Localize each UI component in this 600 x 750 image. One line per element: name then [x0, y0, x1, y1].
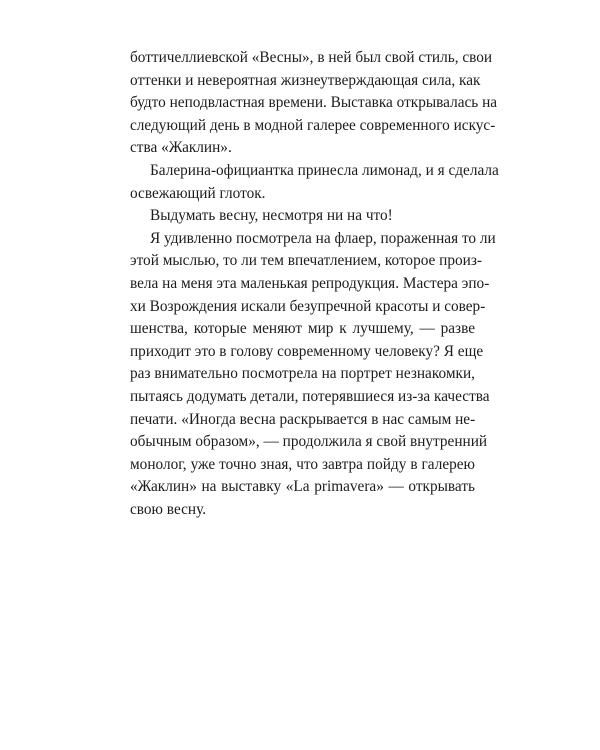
text-line: пытаясь додумать детали, потерявшиеся из-за качества	[130, 387, 490, 405]
text-line: обычным образом», — продолжила я свой внутренний	[130, 433, 488, 451]
text-line: будто неподвластная времени. Выставка открывалась на	[130, 94, 498, 112]
text-line: «Жаклин» на выставку «La primavera» — открывать	[130, 478, 475, 496]
text-line: вела на меня эта маленькая репродукция. Мастера эпо-	[130, 274, 490, 292]
text-line: Выдумать весну, несмотря ни на что!	[150, 207, 393, 225]
text-line: боттичеллиевской «Весны», в ней был свой стиль, свои	[130, 49, 493, 66]
text-line: раз внимательно посмотрела на портрет незнакомки,	[130, 365, 475, 383]
text-line: оттенки и невероятная жизнеутверждающая сила, как	[130, 71, 481, 89]
text-line: хи Возрождения искали безупречной красоты и совер-	[130, 297, 486, 315]
paragraph-3	[130, 205, 475, 228]
text-line: монолог, уже точно зная, что завтра пойду в галерею	[130, 455, 475, 473]
paragraph-2	[130, 160, 499, 205]
text-line: Я удивленно посмотрела на флаер, пораженная то ли	[150, 229, 496, 247]
text-line: приходит это в голову современному человеку? Я еще	[130, 342, 484, 360]
paragraph-1	[130, 47, 498, 160]
text-line: шенства, которые меняют мир к лучшему, — разве	[130, 320, 475, 338]
text-line: Балерина-официантка принесла лимонад, и я сделала	[150, 161, 499, 179]
paragraph-4	[130, 228, 496, 522]
text-line: следующий день в модной галерее современного искус-	[130, 116, 496, 134]
text-line: этой мыслью, то ли тем впечатлением, которое произ-	[130, 252, 482, 270]
body-text	[130, 47, 499, 521]
text-line: освежающий глоток.	[130, 184, 266, 202]
text-line: печати. «Иногда весна раскрывается в нас самым не-	[130, 410, 476, 428]
text-line: ства «Жаклин».	[130, 139, 232, 157]
text-line: свою весну.	[130, 500, 207, 518]
